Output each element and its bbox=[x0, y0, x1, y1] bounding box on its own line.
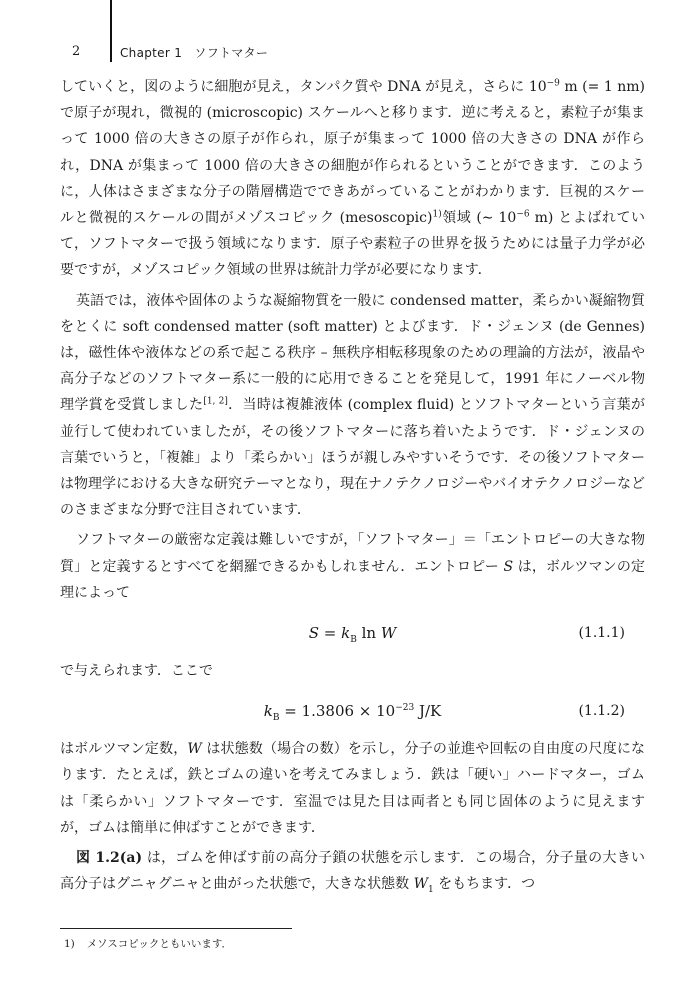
variable: S bbox=[503, 558, 514, 575]
equation-2: $k_B = 1.3806 \times 10^{-23}$ J/K (1.1.2) bbox=[60, 694, 645, 724]
footnote-reference[interactable]: 1) bbox=[432, 209, 442, 220]
paragraph-4: はボルツマン定数，W は状態数（場合の数）を示し，分子の並進や回転の自由度の尺度になります．たとえば，鉄とゴムの違いを考えてみましょう．鉄は「硬い」ハードマター，ゴムは「柔らかい」ソフトマターです．室温では見た目は両者とも同じ固体のように見えますが，ゴムは簡単に伸ばすことができます． bbox=[60, 741, 646, 836]
variable: W bbox=[187, 741, 202, 758]
equation-number: (1.1.1) bbox=[578, 625, 625, 642]
superscript: −9 bbox=[546, 78, 560, 89]
paragraph-3: ソフトマターの厳密な定義は難しいですが，「ソフトマター」＝「エントロピーの大きな物質」と定義するとすべてを網羅できるかもしれません．エントロピー S は，ボルツマンの定理によって bbox=[60, 532, 646, 601]
body-text bbox=[60, 74, 645, 897]
footnote-rule bbox=[60, 928, 292, 929]
footnote bbox=[64, 936, 232, 951]
paragraph-after-eq1: で与えられます．ここで bbox=[60, 663, 213, 680]
equation-1: $S = k_B$ ln W (1.1.1) bbox=[60, 616, 645, 646]
header-rule bbox=[110, 0, 112, 62]
paragraph-5: 図 1.2(a) は，ゴムを伸ばす前の高分子鎖の状態を示します．この場合，分子量の大きい高分子はグニャグニャと曲がった状態で，大きな状態数 $W_1$ をもちます．つ bbox=[60, 850, 646, 896]
variable: W bbox=[413, 876, 428, 893]
footnote-text: メソスコピックともいいます． bbox=[86, 938, 232, 950]
citation[interactable]: [1, 2] bbox=[203, 396, 228, 407]
paragraph-1: していくと，図のように細胞が見え，タンパク質や DNA が見え，さらに $10^{-9}$ m (= 1 nm) で原子が現れ，微視的 (microscopic) スケールへと移ります．逆に考えると，素粒子が集まって 1000 倍の大きさの原子が作られ，原子が集まって 1000 倍の大きさの DNA が作られ，DNA が集まって 1000 倍の大きさの細胞が作られるということができます．このように，人体はさまざまな分子の階層構造でできあがっていることがわかります．巨視的スケールと微視的スケールの間がメゾスコピック (mesoscopic)$^{1)}$領域 (∼ $10^{-6}$ m) とよばれていて，ソフトマターで扱う領域になります．原子や素粒子の世界を扱うためには量子力学が必要ですが，メゾスコピック領域の世界は統計力学が必要になります． bbox=[60, 78, 645, 279]
figure-reference[interactable]: 図 1.2(a) bbox=[76, 850, 143, 867]
page-number: 2 bbox=[72, 44, 81, 59]
superscript: −6 bbox=[516, 209, 530, 220]
equation-number: (1.1.2) bbox=[578, 703, 625, 720]
footnote-mark: 1) bbox=[64, 938, 75, 950]
running-head: Chapter 1 ソフトマター bbox=[120, 46, 269, 60]
paragraph-2: 英語では，液体や固体のような凝縮物質を一般に condensed matter，柔らかい凝縮物質をとくに soft condensed matter (soft matter) とよびます．ド・ジェンヌ (de Gennes) は，磁性体や液体などの系で起こる秩序 – 無秩序相転移現象のための理論的方法が，液晶や高分子などのソフトマター系に一般的に応用できることを発見して，1991 年にノーベル物理学賞を受賞しました[1, 2]．当時は複雑液体 (complex fluid) とソフトマターという言葉が並行して使われていましたが，その後ソフトマターに落ち着いたようです．ド・ジェンヌの言葉でいうと，「複雑」より「柔らかい」ほうが親しみやすいそうです．その後ソフトマターは物理学における大きな研究テーマとなり，現在ナノテクノロジーやバイオテクノロジーなどのさまざまな分野で注目されています． bbox=[60, 292, 646, 519]
